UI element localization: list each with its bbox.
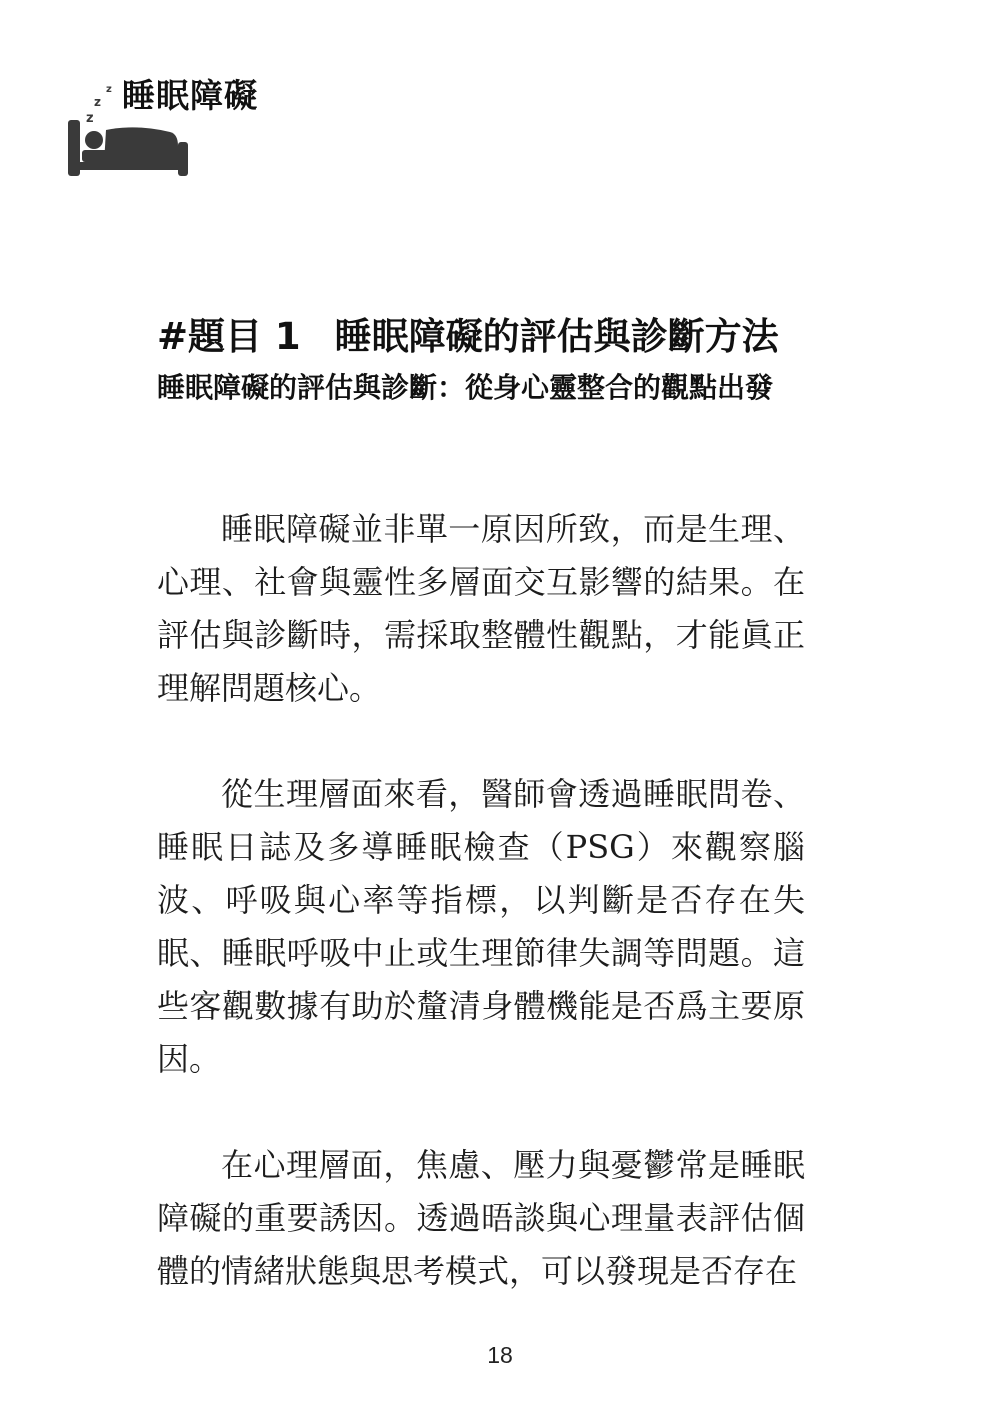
topic-title: 睡眠障礙的評估與診斷方法: [334, 315, 779, 358]
paragraph: 在心理層面，焦慮、壓力與憂鬱常是睡眠障礙的重要誘因。透過晤談與心理量表評估個體的情緒狀態與思考模式，可以發現是否存在: [157, 1146, 805, 1290]
chapter-header: [66, 64, 306, 174]
svg-text:z: z: [94, 95, 101, 109]
topic-number: #題目 1: [157, 315, 301, 358]
topic-heading: [157, 306, 779, 360]
section-subheading: 睡眠障礙的評估與診斷：從身心靈整合的觀點出發: [157, 371, 774, 404]
svg-text:z: z: [86, 111, 94, 126]
paragraph: 睡眠障礙並非單一原因所致，而是生理、心理、社會與靈性多層面交互影響的結果。在評估與診斷時，需採取整體性觀點，才能眞正理解問題核心。: [157, 510, 805, 707]
body-text: [157, 503, 805, 1351]
paragraph: 從生理層面來看，醫師會透過睡眠問卷、睡眠日誌及多導睡眠檢查（PSG）來觀察腦波、呼吸與心率等指標，以判斷是否存在失眠、睡眠呼吸中止或生理節律失調等問題。這些客觀數據有助於釐清身體機能是否爲主要原因。: [157, 775, 805, 1078]
svg-text:z: z: [106, 84, 112, 95]
chapter-title: 睡眠障礙: [122, 76, 258, 115]
page-number: 18: [487, 1342, 513, 1368]
